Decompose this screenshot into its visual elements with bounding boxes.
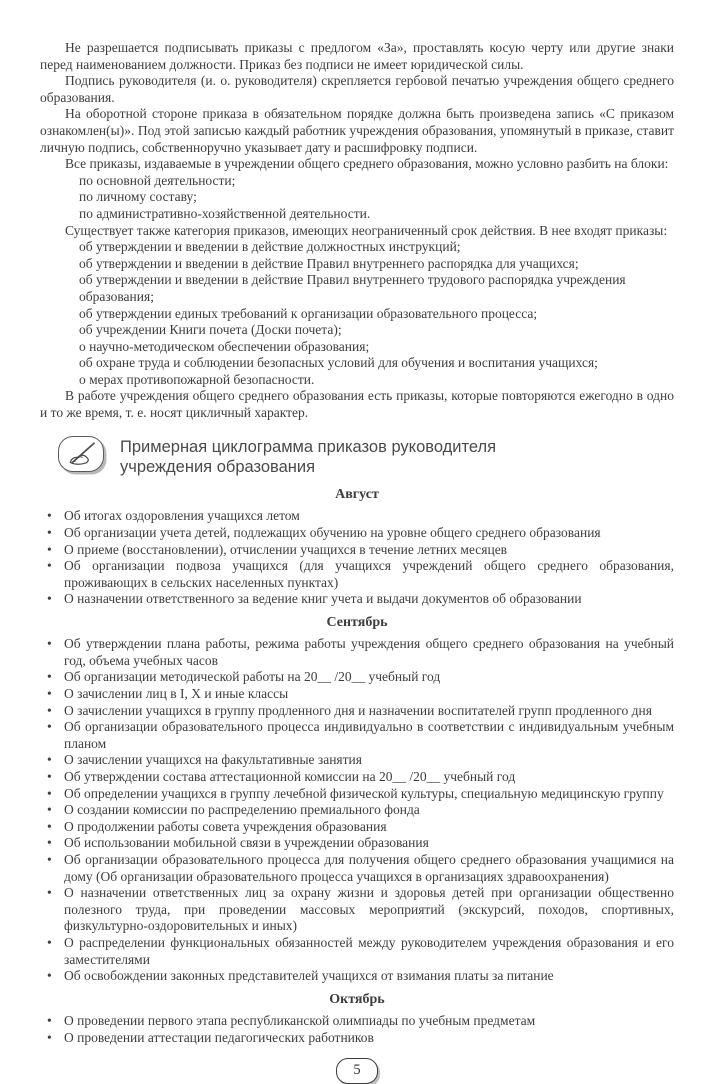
- august-orders-list: [40, 508, 674, 608]
- order-list-item: • Об организации образовательного процесса для получения общего среднего образования учащимися на дому (Об организации образовательного процесса учащихся в организациях здравоохранения): [40, 852, 674, 885]
- page-footer: [40, 1058, 674, 1084]
- paragraph: Не разрешается подписывать приказы с предлогом «За», проставлять косую черту или другие знаки перед наименованием должности. Приказ без подписи не имеет юридической силы.: [40, 40, 674, 72]
- order-list-item: • Об организации подвоза учащихся (для учащихся учреждений общего среднего образования, проживающих в сельских населенных пунктах): [40, 558, 674, 591]
- order-list-item: • Об организации учета детей, подлежащих обучению на уровне общего среднего образования: [40, 525, 674, 542]
- order-list-item: • Об итогах оздоровления учащихся летом: [40, 508, 674, 525]
- october-orders-list: [40, 1013, 674, 1046]
- order-list-item: • Об утверждении плана работы, режима работы учреждения общего среднего образования на учебный год, объема учебных часов: [40, 636, 674, 669]
- order-list-item: • Об организации методической работы на 20__ /20__ учебный год: [40, 669, 674, 686]
- order-list-item: • О проведении аттестации педагогических работников: [40, 1030, 674, 1047]
- order-list-item: • О назначении ответственного за ведение книг учета и выдачи документов об образовании: [40, 591, 674, 608]
- paragraph: Подпись руководителя (и. о. руководителя) скрепляется гербовой печатью учреждения общего среднего образования.: [40, 73, 674, 105]
- order-blocks-list: [40, 173, 674, 223]
- order-list-item: • Об определении учащихся в группу лечебной физической культуры, специальную медицинскую группу: [40, 786, 674, 803]
- september-orders-list: [40, 636, 674, 984]
- sub-list-item: об утверждении и введении в действие Правил внутреннего трудового распорядка учреждения образования;: [79, 272, 626, 304]
- order-list-item: • Об утверждении состава аттестационной комиссии на 20__ /20__ учебный год: [40, 769, 674, 786]
- paragraph: На оборотной стороне приказа в обязательном порядке должна быть произведена запись «С приказом ознакомлен(ы)». Под этой записью каждый работник учреждения образования, упомянутый в приказе, ставит личную подпись, собственноручно указывает дату и расшифровку подписи.: [40, 106, 674, 155]
- order-list-item: • Об использовании мобильной связи в учреждении образования: [40, 835, 674, 852]
- writing-hand-icon: [58, 436, 104, 472]
- paragraph: В работе учреждения общего среднего образования есть приказы, которые повторяются ежегодно в одно и то же время, т. е. носят цикличный характер.: [40, 388, 674, 421]
- paragraph: Существует также категория приказов, имеющих неограниченный срок действия. В нее входят приказы:: [65, 222, 668, 238]
- paragraph: Все приказы, издаваемые в учреждении общего среднего образования, можно условно разбить на блоки:: [65, 156, 669, 172]
- order-list-item: • Об организации образовательного процесса индивидуально в соответствии с индивидуальным учебным планом: [40, 719, 674, 752]
- order-list-item: • О зачислении учащихся в группу продленного дня и назначении воспитателей групп продленного дня: [40, 703, 674, 720]
- section-heading: [58, 436, 674, 479]
- sub-list-item: о научно-методическом обеспечении образования;: [79, 338, 370, 354]
- order-list-item: • О приеме (восстановлении), отчислении учащихся в течение летних месяцев: [40, 542, 674, 559]
- month-heading-august: Август: [335, 487, 379, 503]
- sub-list-item: об утверждении единых требований к организации образовательного процесса;: [79, 305, 538, 321]
- sub-list-item: о мерах противопожарной безопасности.: [79, 371, 315, 387]
- order-list-item: • О назначении ответственных лиц за охрану жизни и здоровья детей при организации общественно полезного труда, при проведении массовых мероприятий (экскурсий, походов, спортивных, физкультурно-оздоровительных и иных): [40, 885, 674, 935]
- order-list-item: • О зачислении учащихся на факультативные занятия: [40, 752, 674, 769]
- sub-list-item: об утверждении и введении в действие должностных инструкций;: [79, 239, 461, 255]
- order-list-item: • О зачислении лиц в I, X и иные классы: [40, 686, 674, 703]
- section-title: Примерная циклограмма приказов руководителя учреждения образования: [120, 437, 497, 477]
- sub-list-item: об утверждении и введении в действие Правил внутреннего распорядка для учащихся;: [79, 255, 579, 271]
- sub-list-item: об учреждении Книги почета (Доски почета);: [79, 322, 342, 338]
- perpetual-orders-list: [40, 239, 674, 388]
- sub-list-item: по основной деятельности;: [79, 172, 236, 188]
- order-list-item: • О продолжении работы совета учреждения образования: [40, 819, 674, 836]
- month-heading-september: Сентябрь: [326, 615, 388, 630]
- order-list-item: • О создании комиссии по распределению премиального фонда: [40, 802, 674, 819]
- order-list-item: • О проведении первого этапа республиканской олимпиады по учебным предметам: [40, 1013, 674, 1030]
- sub-list-item: по административно-хозяйственной деятельности.: [79, 205, 371, 221]
- month-heading-october: Октябрь: [329, 991, 385, 1007]
- sub-list-item: об охране труда и соблюдении безопасных условий для обучения и воспитания учащихся;: [79, 355, 598, 371]
- order-list-item: • Об освобождении законных представителей учащихся от взимания платы за питание: [40, 968, 674, 985]
- order-list-item: • О распределении функциональных обязанностей между руководителем учреждения образования и его заместителями: [40, 935, 674, 968]
- page-number-badge: 5: [336, 1058, 378, 1084]
- sub-list-item: по личному составу;: [79, 189, 197, 205]
